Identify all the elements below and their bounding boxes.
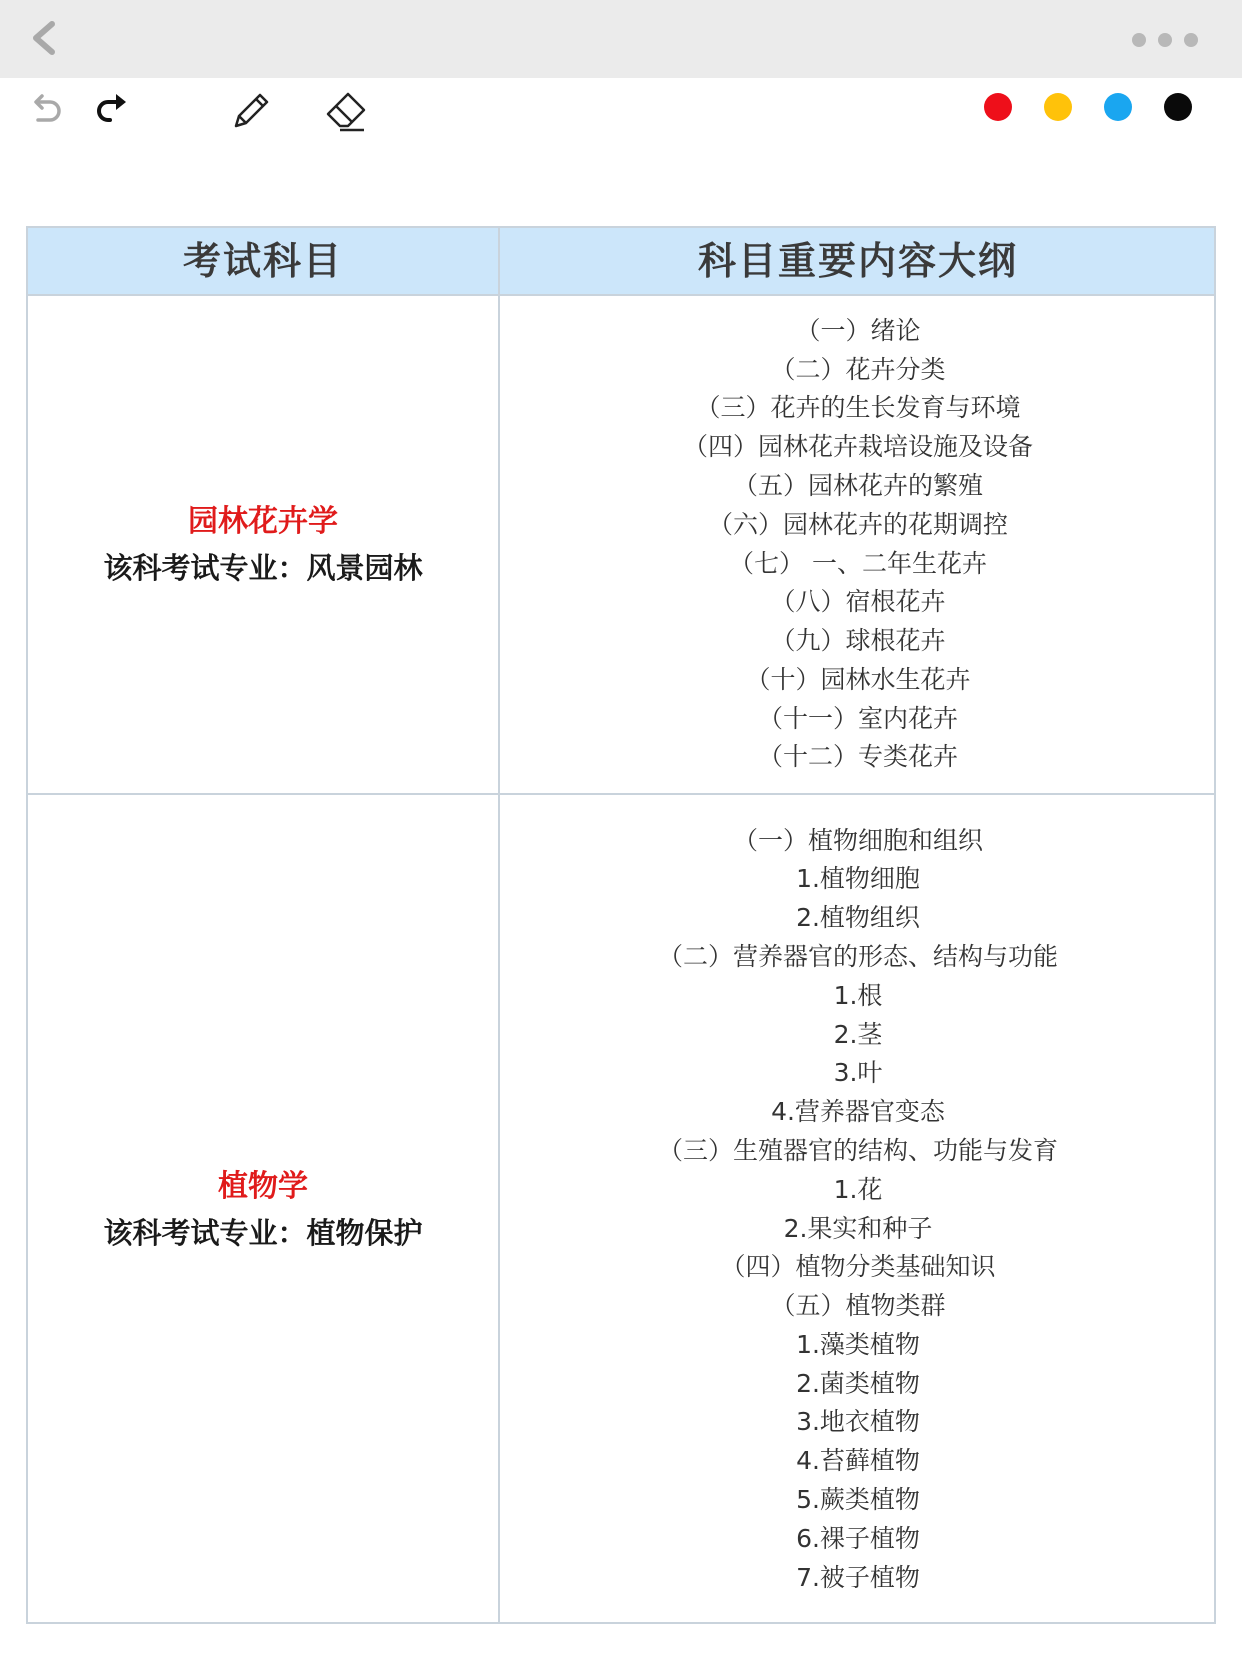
outline-item: （一）绪论 (795, 315, 921, 345)
outline-item: （四）园林花卉栽培设施及设备 (682, 432, 1033, 462)
outline-item: （五）园林花卉的繁殖 (732, 470, 983, 500)
outline-item: （七） 一、二年生花卉 (729, 548, 987, 578)
outline-item: 1.花 (833, 1174, 883, 1204)
more-options-icon[interactable] (1114, 26, 1198, 54)
subject-cell (28, 296, 498, 793)
outline-item: 6.裸子植物 (796, 1523, 920, 1553)
more-dot (1158, 33, 1172, 47)
subject-cell (28, 795, 498, 1624)
outline-item: 2.菌类植物 (796, 1368, 920, 1398)
outline-item: （五）植物类群 (770, 1291, 946, 1321)
outline-item: （十二）专类花卉 (757, 742, 958, 772)
pencil-icon[interactable] (226, 86, 274, 134)
black-color-swatch[interactable] (1164, 93, 1192, 121)
outline-item: 3.叶 (833, 1058, 883, 1088)
outline-item: （四）植物分类基础知识 (720, 1252, 996, 1282)
header-subject: 考试科目 (182, 239, 343, 283)
outline-item: 2.果实和种子 (783, 1213, 933, 1243)
top-bar (0, 0, 1242, 78)
outline-item: 1.藻类植物 (796, 1329, 920, 1359)
red-color-swatch[interactable] (984, 93, 1012, 121)
subject-name: 植物学 (218, 1168, 308, 1204)
undo-icon[interactable] (22, 86, 70, 134)
outline-item: 3.地衣植物 (796, 1407, 920, 1437)
table-row (28, 296, 1214, 793)
outline-item: （十一）室内花卉 (757, 703, 958, 733)
eraser-icon[interactable] (322, 86, 370, 134)
outline-item: 1.植物细胞 (796, 864, 920, 894)
outline-item: 4.营养器官变态 (771, 1097, 945, 1127)
table-row (28, 795, 1214, 1624)
outline-cell (500, 795, 1216, 1624)
outline-item: （六）园林花卉的花期调控 (707, 509, 1008, 539)
outline-item: （八）宿根花卉 (770, 587, 946, 617)
outline-item: 5.蕨类植物 (796, 1485, 920, 1515)
outline-item: （二）花卉分类 (770, 354, 946, 384)
blue-color-swatch[interactable] (1104, 93, 1132, 121)
exam-outline-table (26, 226, 1216, 1624)
subject-major: 该科考试专业：风景园林 (103, 550, 423, 585)
outline-item: （十）园林水生花卉 (745, 664, 971, 694)
header-outline: 科目重要内容大纲 (697, 239, 1018, 283)
table-header (28, 228, 1214, 296)
outline-item: （三）花卉的生长发育与环境 (695, 393, 1021, 423)
subject-name: 园林花卉学 (188, 503, 338, 539)
more-dot (1184, 33, 1198, 47)
outline-item: （三）生殖器官的结构、功能与发育 (657, 1135, 1058, 1165)
outline-cell (500, 296, 1216, 793)
redo-icon[interactable] (88, 86, 136, 134)
outline-item: 2.植物组织 (796, 903, 920, 933)
outline-item: （一）植物细胞和组织 (732, 825, 983, 855)
more-dot (1132, 33, 1146, 47)
back-icon[interactable] (22, 16, 66, 60)
outline-item: 4.苔藓植物 (796, 1446, 920, 1476)
outline-item: 7.被子植物 (796, 1562, 920, 1592)
outline-item: 1.根 (833, 980, 883, 1010)
subject-major: 该科考试专业：植物保护 (103, 1215, 423, 1250)
outline-item: （二）营养器官的形态、结构与功能 (657, 941, 1058, 971)
outline-item: 2.茎 (833, 1019, 883, 1049)
outline-item: （九）球根花卉 (770, 626, 946, 656)
yellow-color-swatch[interactable] (1044, 93, 1072, 121)
